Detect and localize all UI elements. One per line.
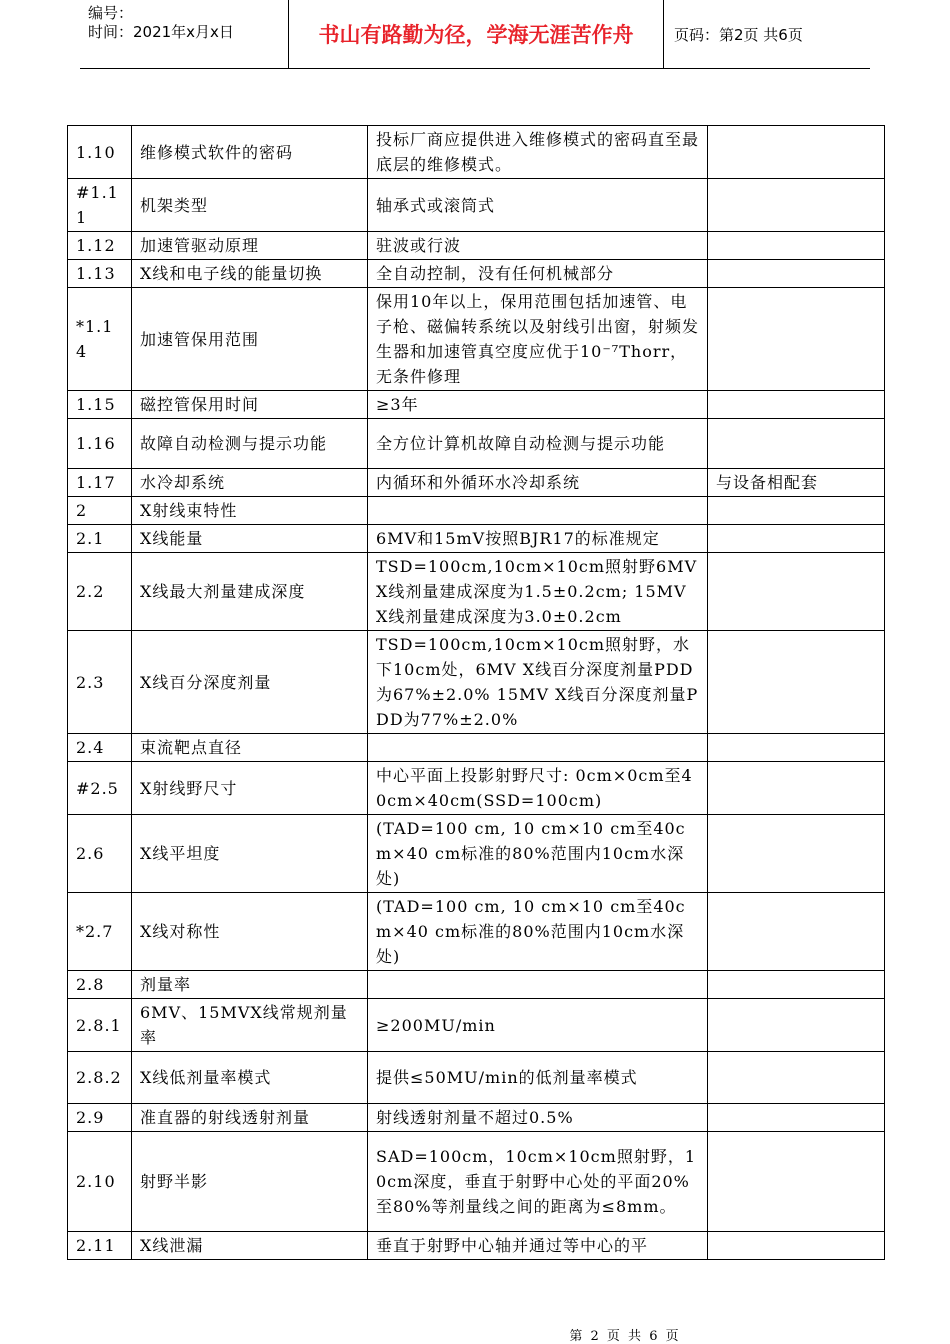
row-note-cell bbox=[708, 815, 885, 893]
row-note-cell bbox=[708, 999, 885, 1052]
row-number-cell: 1.10 bbox=[68, 126, 132, 179]
row-item-cell: 水冷却系统 bbox=[132, 469, 368, 497]
table-row bbox=[68, 288, 885, 391]
row-note-cell bbox=[708, 288, 885, 391]
row-number-cell: 1.15 bbox=[68, 391, 132, 419]
row-item-cell: 磁控管保用时间 bbox=[132, 391, 368, 419]
row-spec-cell bbox=[368, 734, 708, 762]
row-number-cell: 2.2 bbox=[68, 553, 132, 631]
row-item-cell: 加速管保用范围 bbox=[132, 288, 368, 391]
row-number-cell: 2.4 bbox=[68, 734, 132, 762]
table-row bbox=[68, 232, 885, 260]
row-spec-cell: ≥200MU/min bbox=[368, 999, 708, 1052]
table-row bbox=[68, 260, 885, 288]
row-note-cell bbox=[708, 971, 885, 999]
table-row bbox=[68, 762, 885, 815]
row-number-cell: *2.7 bbox=[68, 893, 132, 971]
row-item-cell: 束流靶点直径 bbox=[132, 734, 368, 762]
row-item-cell: X线对称性 bbox=[132, 893, 368, 971]
row-item-cell: X线低剂量率模式 bbox=[132, 1052, 368, 1104]
table-row bbox=[68, 631, 885, 734]
header-meta bbox=[80, 0, 289, 68]
row-number-cell: 1.13 bbox=[68, 260, 132, 288]
row-item-cell: X线最大剂量建成深度 bbox=[132, 553, 368, 631]
footer-page-number: 第 2 页 共 6 页 bbox=[569, 1329, 681, 1344]
row-spec-cell: TSD=100cm,10cm×10cm照射野6MV X线剂量建成深度为1.5±0.2cm; 15MV X线剂量建成深度为3.0±0.2cm bbox=[368, 553, 708, 631]
row-item-cell: X线和电子线的能量切换 bbox=[132, 260, 368, 288]
row-item-cell: X线百分深度剂量 bbox=[132, 631, 368, 734]
row-number-cell: 2 bbox=[68, 497, 132, 525]
table-row bbox=[68, 1104, 885, 1132]
row-spec-cell: TSD=100cm,10cm×10cm照射野，水下10cm处，6MV X线百分深度剂量PDD为67%±2.0% 15MV X线百分深度剂量PDD为77%±2.0% bbox=[368, 631, 708, 734]
table-row bbox=[68, 126, 885, 179]
spec-table bbox=[67, 125, 885, 1260]
row-item-cell: 6MV、15MVX线常规剂量率 bbox=[132, 999, 368, 1052]
row-note-cell bbox=[708, 391, 885, 419]
row-number-cell: 2.11 bbox=[68, 1232, 132, 1260]
row-note-cell bbox=[708, 1052, 885, 1104]
document-date-label: 时间：2021年x月x日 bbox=[88, 23, 234, 41]
row-note-cell bbox=[708, 1232, 885, 1260]
row-spec-cell: 全方位计算机故障自动检测与提示功能 bbox=[368, 419, 708, 469]
row-spec-cell bbox=[368, 497, 708, 525]
page-footer bbox=[0, 1325, 950, 1344]
row-spec-cell: 提供≤50MU/min的低剂量率模式 bbox=[368, 1052, 708, 1104]
row-number-cell: 1.17 bbox=[68, 469, 132, 497]
row-number-cell: #2.5 bbox=[68, 762, 132, 815]
table-row bbox=[68, 525, 885, 553]
row-item-cell: X线泄漏 bbox=[132, 1232, 368, 1260]
row-number-cell: 2.8.1 bbox=[68, 999, 132, 1052]
row-note-cell bbox=[708, 260, 885, 288]
row-item-cell: 机架类型 bbox=[132, 179, 368, 232]
row-spec-cell: 驻波或行波 bbox=[368, 232, 708, 260]
row-note-cell bbox=[708, 232, 885, 260]
row-number-cell: *1.14 bbox=[68, 288, 132, 391]
row-item-cell: 故障自动检测与提示功能 bbox=[132, 419, 368, 469]
row-number-cell: 2.9 bbox=[68, 1104, 132, 1132]
row-note-cell bbox=[708, 497, 885, 525]
row-number-cell: 1.12 bbox=[68, 232, 132, 260]
row-note-cell bbox=[708, 179, 885, 232]
row-spec-cell bbox=[368, 971, 708, 999]
row-number-cell: 2.1 bbox=[68, 525, 132, 553]
row-spec-cell: 垂直于射野中心轴并通过等中心的平 bbox=[368, 1232, 708, 1260]
row-item-cell: X射线束特性 bbox=[132, 497, 368, 525]
header-page-label: 页码：第2页 共6页 bbox=[674, 25, 803, 44]
row-item-cell: X线平坦度 bbox=[132, 815, 368, 893]
row-spec-cell: 射线透射剂量不超过0.5% bbox=[368, 1104, 708, 1132]
row-number-cell: 1.16 bbox=[68, 419, 132, 469]
row-spec-cell: 内循环和外循环水冷却系统 bbox=[368, 469, 708, 497]
table-row bbox=[68, 971, 885, 999]
table-row bbox=[68, 469, 885, 497]
row-spec-cell: 保用10年以上，保用范围包括加速管、电子枪、磁偏转系统以及射线引出窗，射频发生器和加速管真空度应优于10⁻⁷Thorr，无条件修理 bbox=[368, 288, 708, 391]
row-note-cell bbox=[708, 1132, 885, 1232]
row-spec-cell: ≥3年 bbox=[368, 391, 708, 419]
row-item-cell: 维修模式软件的密码 bbox=[132, 126, 368, 179]
row-spec-cell: 6MV和15mV按照BJR17的标准规定 bbox=[368, 525, 708, 553]
spec-table-body bbox=[68, 126, 885, 1260]
row-note-cell: 与设备相配套 bbox=[708, 469, 885, 497]
row-spec-cell: 全自动控制，没有任何机械部分 bbox=[368, 260, 708, 288]
table-row bbox=[68, 419, 885, 469]
row-item-cell: 加速管驱动原理 bbox=[132, 232, 368, 260]
row-number-cell: 2.6 bbox=[68, 815, 132, 893]
row-item-cell: 剂量率 bbox=[132, 971, 368, 999]
document-number-label: 编号： bbox=[88, 4, 134, 22]
row-spec-cell: (TAD=100 cm, 10 cm×10 cm至40cm×40 cm标准的80%范围内10cm水深处) bbox=[368, 893, 708, 971]
row-note-cell bbox=[708, 762, 885, 815]
table-row bbox=[68, 1052, 885, 1104]
row-number-cell: 2.8.2 bbox=[68, 1052, 132, 1104]
row-item-cell: X线能量 bbox=[132, 525, 368, 553]
row-note-cell bbox=[708, 893, 885, 971]
table-row bbox=[68, 815, 885, 893]
page-header bbox=[80, 0, 870, 69]
row-spec-cell: (TAD=100 cm, 10 cm×10 cm至40cm×40 cm标准的80%范围内10cm水深处) bbox=[368, 815, 708, 893]
header-motto: 书山有路勤为径，学海无涯苦作舟 bbox=[289, 0, 664, 68]
row-number-cell: 2.10 bbox=[68, 1132, 132, 1232]
row-note-cell bbox=[708, 419, 885, 469]
table-row bbox=[68, 1232, 885, 1260]
table-row bbox=[68, 497, 885, 525]
row-number-cell: 2.8 bbox=[68, 971, 132, 999]
row-item-cell: X射线野尺寸 bbox=[132, 762, 368, 815]
table-row bbox=[68, 734, 885, 762]
table-row bbox=[68, 391, 885, 419]
row-spec-cell: SAD=100cm，10cm×10cm照射野，10cm深度，垂直于射野中心处的平面20%至80%等剂量线之间的距离为≤8mm。 bbox=[368, 1132, 708, 1232]
row-number-cell: #1.11 bbox=[68, 179, 132, 232]
row-spec-cell: 中心平面上投影射野尺寸: 0cm×0cm至40cm×40cm(SSD=100cm) bbox=[368, 762, 708, 815]
row-item-cell: 射野半影 bbox=[132, 1132, 368, 1232]
table-row bbox=[68, 893, 885, 971]
row-spec-cell: 投标厂商应提供进入维修模式的密码直至最底层的维修模式。 bbox=[368, 126, 708, 179]
table-row bbox=[68, 179, 885, 232]
row-note-cell bbox=[708, 553, 885, 631]
row-note-cell bbox=[708, 525, 885, 553]
row-note-cell bbox=[708, 1104, 885, 1132]
row-item-cell: 准直器的射线透射剂量 bbox=[132, 1104, 368, 1132]
table-row bbox=[68, 553, 885, 631]
row-note-cell bbox=[708, 631, 885, 734]
row-note-cell bbox=[708, 734, 885, 762]
row-note-cell bbox=[708, 126, 885, 179]
table-row bbox=[68, 1132, 885, 1232]
row-spec-cell: 轴承式或滚筒式 bbox=[368, 179, 708, 232]
row-number-cell: 2.3 bbox=[68, 631, 132, 734]
table-row bbox=[68, 999, 885, 1052]
